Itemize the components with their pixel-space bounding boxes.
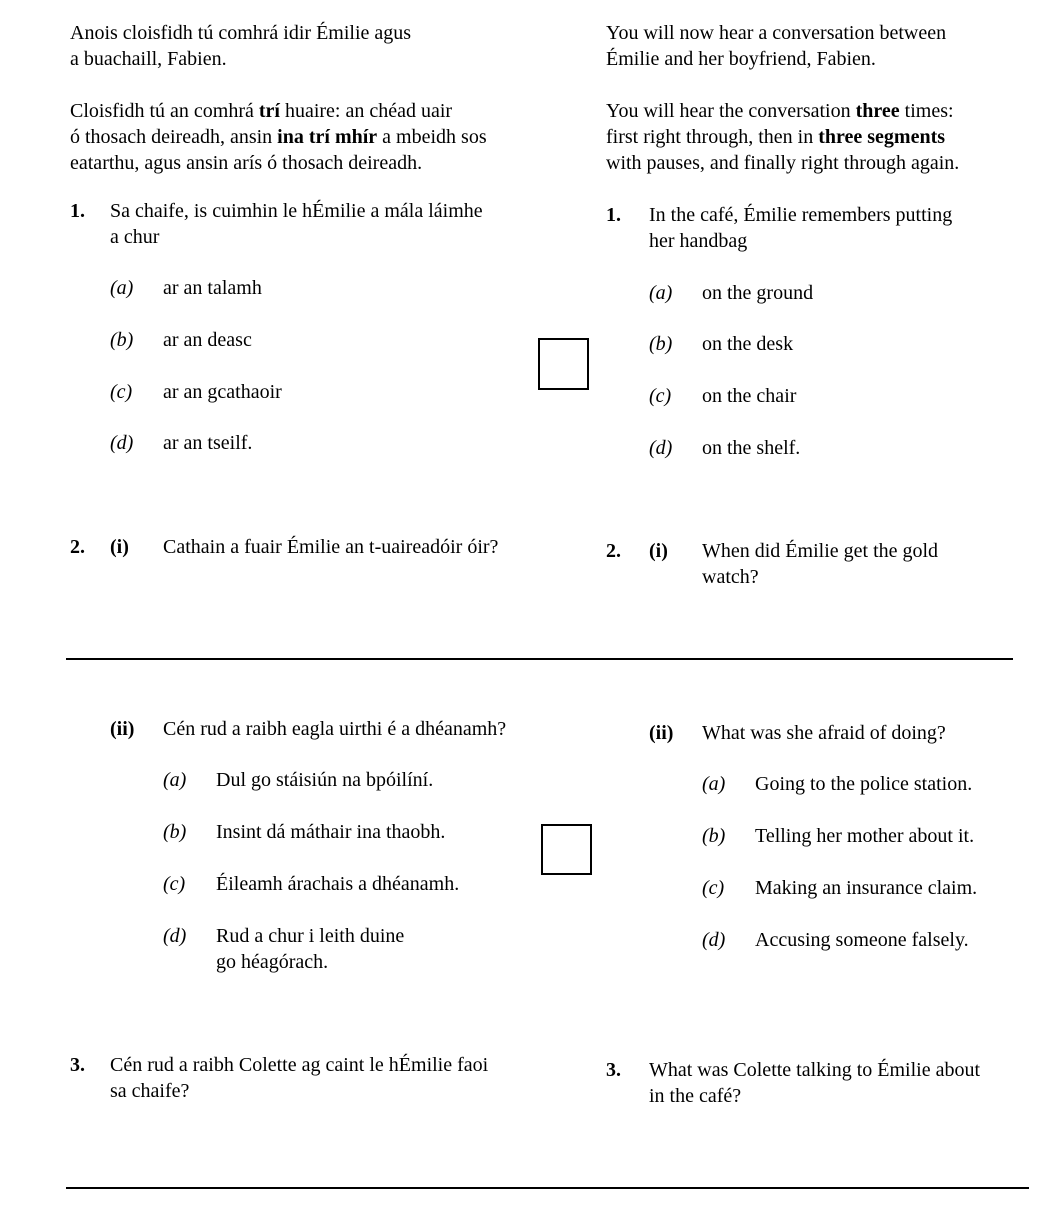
q1-ga-option-c-letter: (c) (110, 381, 133, 403)
q2-i-en-question-line1: When did Émilie get the gold (702, 540, 939, 562)
q1-en-option-c-letter: (c) (649, 385, 672, 407)
q2-ii-en-option-d: Accusing someone falsely. (755, 929, 969, 951)
q1-answer-box[interactable] (538, 338, 589, 390)
q1-en-question-line2: her handbag (649, 230, 748, 252)
q2-ii-ga-option-c-letter: (c) (163, 873, 186, 895)
q2-i-en-question-line2: watch? (702, 566, 759, 588)
q2-ii-ga-option-a-letter: (a) (163, 769, 187, 791)
intro-en-p2-line3: with pauses, and finally right through again. (606, 152, 960, 174)
q1-en-option-d: on the shelf. (702, 437, 801, 459)
q2-ii-answer-box[interactable] (541, 824, 592, 875)
q2-number-en: 2. (606, 540, 621, 562)
q2-number-ga: 2. (70, 536, 85, 558)
q2-i-label-ga: (i) (110, 536, 129, 558)
q2-ii-en-option-d-letter: (d) (702, 929, 726, 951)
q2-ii-en-option-b: Telling her mother about it. (755, 825, 975, 847)
q1-ga-option-c: ar an gcathaoir (163, 381, 282, 403)
intro-en-p2-line1: You will hear the conversation three times: (606, 100, 954, 122)
q2-ii-ga-option-d-letter: (d) (163, 925, 187, 947)
q2-ii-en-option-a: Going to the police station. (755, 773, 973, 795)
q2-ii-ga-option-b-letter: (b) (163, 821, 187, 843)
q1-number-ga: 1. (70, 200, 85, 222)
intro-ga-p2-line1: Cloisfidh tú an comhrá trí huaire: an chéad uair (70, 100, 453, 122)
q2-ii-en-option-b-letter: (b) (702, 825, 726, 847)
q1-ga-option-d: ar an tseilf. (163, 432, 253, 454)
q2-ii-ga-question: Cén rud a raibh eagla uirthi é a dhéanamh? (163, 718, 507, 740)
q2-ii-en-option-a-letter: (a) (702, 773, 726, 795)
q2-ii-label-ga: (ii) (110, 718, 135, 740)
q1-en-question-line1: In the café, Émilie remembers putting (649, 204, 953, 226)
intro-ga-p1-line2: a buachaill, Fabien. (70, 48, 227, 70)
q2-ii-ga-option-d-line2: go héagórach. (216, 951, 329, 973)
q2-ii-en-question: What was she afraid of doing? (702, 722, 946, 744)
intro-en-p2-line2: first right through, then in three segments (606, 126, 946, 148)
q1-en-option-d-letter: (d) (649, 437, 673, 459)
intro-ga-p2-line2: ó thosach deireadh, ansin ina trí mhír a mbeidh sos (70, 126, 487, 148)
q3-answer-line[interactable] (66, 1187, 1029, 1189)
q1-en-option-a: on the ground (702, 282, 814, 304)
q2-ii-en-option-c-letter: (c) (702, 877, 725, 899)
intro-ga-p1-line1: Anois cloisfidh tú comhrá idir Émilie agus (70, 22, 412, 44)
q1-ga-option-a: ar an talamh (163, 277, 262, 299)
q1-number-en: 1. (606, 204, 621, 226)
q3-number-en: 3. (606, 1059, 621, 1081)
q3-number-ga: 3. (70, 1054, 85, 1076)
q3-en-question-line2: in the café? (649, 1085, 742, 1107)
q1-ga-option-a-letter: (a) (110, 277, 134, 299)
intro-en-p1-line1: You will now hear a conversation between (606, 22, 947, 44)
q3-ga-question-line2: sa chaife? (110, 1080, 190, 1102)
q1-en-option-b: on the desk (702, 333, 794, 355)
q1-ga-option-d-letter: (d) (110, 432, 134, 454)
q3-ga-question-line1: Cén rud a raibh Colette ag caint le hÉmilie faoi (110, 1054, 489, 1076)
q1-en-option-c: on the chair (702, 385, 797, 407)
q1-ga-question-line2: a chur (110, 226, 160, 248)
q2-ii-ga-option-b: Insint dá máthair ina thaobh. (216, 821, 446, 843)
q2-ii-label-en: (ii) (649, 722, 674, 744)
q3-en-question-line1: What was Colette talking to Émilie about (649, 1059, 981, 1081)
q2-ii-ga-option-a: Dul go stáisiún na bpóilíní. (216, 769, 434, 791)
q2-ii-en-option-c: Making an insurance claim. (755, 877, 978, 899)
q2-i-ga-question: Cathain a fuair Émilie an t-uaireadóir óir? (163, 536, 499, 558)
q1-ga-question-line1: Sa chaife, is cuimhin le hÉmilie a mála láimhe (110, 200, 483, 222)
intro-en-p1-line2: Émilie and her boyfriend, Fabien. (606, 48, 876, 70)
q1-ga-option-b-letter: (b) (110, 329, 134, 351)
q2-i-answer-line[interactable] (66, 658, 1013, 660)
q2-ii-ga-option-c: Éileamh árachais a dhéanamh. (216, 873, 460, 895)
q1-en-option-b-letter: (b) (649, 333, 673, 355)
q2-i-label-en: (i) (649, 540, 668, 562)
q1-ga-option-b: ar an deasc (163, 329, 252, 351)
q1-en-option-a-letter: (a) (649, 282, 673, 304)
q2-ii-ga-option-d-line1: Rud a chur i leith duine (216, 925, 405, 947)
intro-ga-p2-line3: eatarthu, agus ansin arís ó thosach deireadh. (70, 152, 423, 174)
